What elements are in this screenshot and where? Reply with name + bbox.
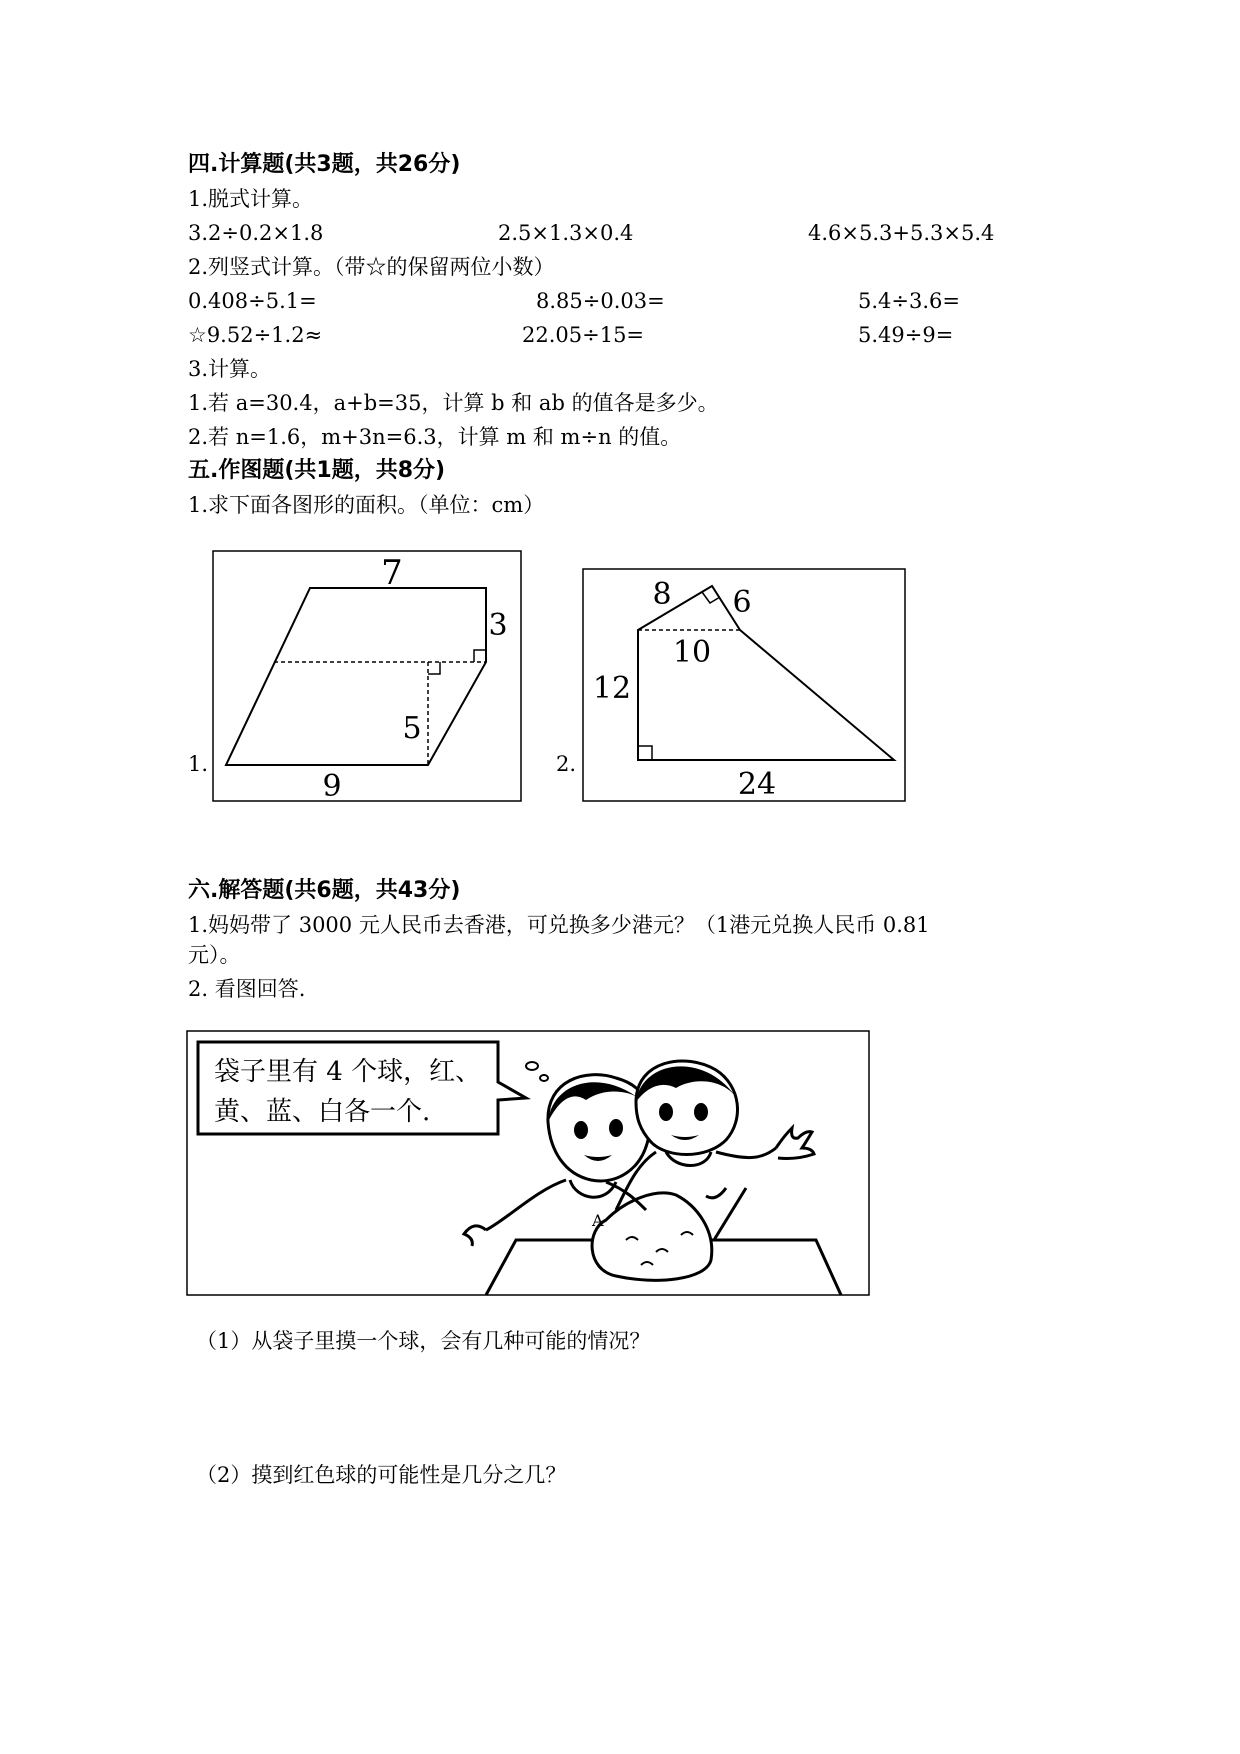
calc-item: 8.85÷0.03= [536, 289, 665, 313]
section-4-title: 四.计算题(共3题，共26分) [188, 152, 461, 177]
q6-1-line1: 1.妈妈带了 3000 元人民币去香港，可兑换多少港元？（1港元兑换人民币 0.81 [188, 913, 930, 937]
figure-2-number: 2. [556, 752, 577, 776]
q5-1-label: 1.求下面各图形的面积。（单位：cm） [188, 493, 545, 517]
q6-2-label: 2. 看图回答. [188, 977, 306, 1001]
q6-1-line2: 元）。 [188, 943, 241, 967]
q4-3-label: 3.计算。 [188, 357, 272, 381]
calc-item: 0.408÷5.1= [188, 289, 317, 313]
composite-shape-figure [582, 568, 906, 802]
bubble-text-line1: 袋子里有 4 个球，红、 [214, 1057, 482, 1087]
calc-item: 5.4÷3.6= [858, 289, 960, 313]
q4-2-label: 2.列竖式计算。（带☆的保留两位小数） [188, 255, 555, 279]
q4-3-item: 1.若 a=30.4，a+b=35，计算 b 和 ab 的值各是多少。 [188, 391, 719, 415]
calc-item: 22.05÷15= [522, 323, 645, 347]
shape-edge-a-label: 8 [652, 577, 672, 612]
shape-bottom-label: 24 [737, 767, 777, 802]
shirt-emblem: A [592, 1211, 604, 1230]
parallelogram-bottom-label: 9 [322, 769, 342, 802]
calc-item: 4.6×5.3+5.3×5.4 [808, 221, 995, 245]
parallelogram-figure [212, 550, 522, 802]
parallelogram-height-label: 5 [402, 711, 422, 746]
shape-edge-b-label: 6 [732, 585, 752, 620]
calc-item: 3.2÷0.2×1.8 [188, 221, 324, 245]
cartoon-illustration [186, 1030, 870, 1296]
q6-2-sub1: （1）从袋子里摸一个球，会有几种可能的情况？ [196, 1329, 651, 1353]
q6-2-sub2: （2）摸到红色球的可能性是几分之几？ [196, 1463, 567, 1487]
figure-1-number: 1. [188, 752, 209, 776]
parallelogram-side-label: 3 [488, 608, 508, 643]
shape-left-label: 12 [592, 671, 632, 706]
section-5-title: 五.作图题(共1题，共8分) [188, 458, 446, 483]
bubble-text-line2: 黄、蓝、白各一个. [214, 1097, 431, 1127]
section-6-title: 六.解答题(共6题，共43分) [188, 878, 461, 903]
q4-3-item: 2.若 n=1.6，m+3n=6.3，计算 m 和 m÷n 的值。 [188, 425, 682, 449]
calc-item: ☆9.52÷1.2≈ [188, 323, 323, 347]
calc-item: 2.5×1.3×0.4 [498, 221, 634, 245]
calc-item: 5.49÷9= [858, 323, 954, 347]
shape-base-label: 10 [672, 635, 712, 670]
q4-1-label: 1.脱式计算。 [188, 187, 314, 211]
parallelogram-top-label: 7 [381, 553, 403, 593]
